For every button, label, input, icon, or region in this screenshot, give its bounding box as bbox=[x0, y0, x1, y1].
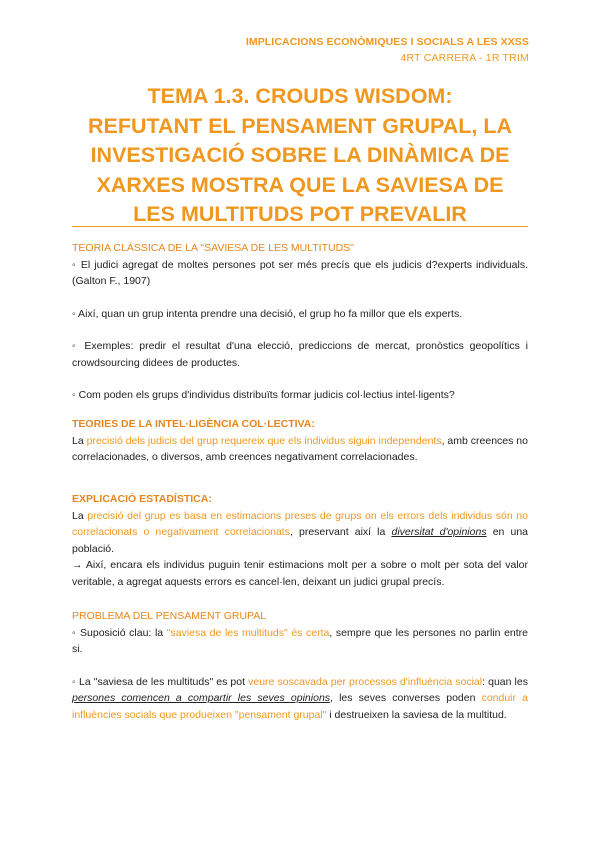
underlined-text: diversitat d'opinions bbox=[391, 526, 487, 538]
highlighted-text: veure soscavada per processos d'influència social bbox=[248, 675, 483, 688]
highlighted-text: conduir a influències socials que produeixen "pensament grupal" bbox=[72, 692, 528, 721]
text-run: en una població. bbox=[72, 526, 529, 555]
text-run: : quan les bbox=[482, 675, 528, 688]
page-title bbox=[72, 82, 528, 230]
title-divider bbox=[72, 226, 528, 227]
text-run: , les seves converses poden bbox=[330, 692, 482, 704]
title-line: REFUTANT EL PENSAMENT GRUPAL, LA bbox=[87, 113, 513, 138]
underlined-text: persones comencen a compartir les seves opinions bbox=[72, 692, 331, 704]
section-heading: TEORIA CLÀSSICA DE LA "SAVIESA DE LES MULTITUDS" bbox=[72, 242, 354, 254]
highlighted-text: precisió del grup es basa en estimacions preses de grups on els errors dels individus són no correlacionats o negativament correlacionats bbox=[72, 509, 528, 538]
section-collective-intelligence bbox=[72, 416, 528, 466]
section-heading: PROBLEMA DEL PENSAMENT GRUPAL bbox=[72, 610, 267, 622]
paragraph bbox=[72, 625, 528, 658]
section-groupthink-problem bbox=[72, 608, 528, 723]
paragraph: ◦ Com poden els grups d'individus distribuïts formar judicis col·lectius intel·ligents? bbox=[72, 389, 455, 401]
course-header: IMPLICACIONS ECONÒMIQUES I SOCIALS A LES XXSS bbox=[245, 36, 529, 48]
highlighted-text: "saviesa de les multituds" és certa bbox=[166, 626, 330, 639]
paragraph bbox=[72, 508, 528, 558]
section-statistical-explanation bbox=[72, 491, 528, 590]
highlighted-text: precisió dels judicis del grup requereix que els individus siguin independents bbox=[86, 434, 442, 447]
text-run: , sempre que les persones no parlin entre si. bbox=[72, 626, 529, 655]
text-run: La bbox=[72, 509, 88, 522]
section-heading: TEORIES DE LA INTEL·LIGÈNCIA COL·LECTIVA: bbox=[72, 418, 315, 430]
text-run: ◦ La "saviesa de les multituds" es pot bbox=[72, 675, 249, 688]
text-run: , preservant així la bbox=[289, 526, 392, 538]
course-subheader: 4RT CARRERA - 1R TRIM bbox=[400, 52, 529, 64]
title-line: TEMA 1.3. CROUDS WISDOM: bbox=[147, 84, 453, 108]
text-run: i destrueixen la saviesa de la multitud. bbox=[326, 708, 507, 721]
paragraph: ◦ El judici agregat de moltes persones pot ser més precís que els judicis d?experts individuals. (Galton F., 1907) bbox=[72, 258, 528, 287]
title-line: INVESTIGACIÓ SOBRE LA DINÀMICA DE bbox=[90, 143, 510, 167]
text-run: , amb creences no correlacionades, o diversos, amb creences negativament correlacionades. bbox=[72, 434, 528, 463]
text-run: ◦ Suposició clau: la bbox=[72, 626, 167, 639]
paragraph bbox=[72, 674, 528, 724]
section-heading: EXPLICACIÓ ESTADÍSTICA: bbox=[72, 493, 212, 505]
section-classic-theory bbox=[72, 240, 528, 404]
title-line: XARXES MOSTRA QUE LA SAVIESA DE bbox=[96, 172, 504, 197]
paragraph bbox=[72, 433, 528, 466]
paragraph: ◦ Així, quan un grup intenta prendre una decisió, el grup ho fa millor que els experts. bbox=[72, 307, 463, 320]
paragraph: → Així, encara els individus puguin tenir estimacions molt per a sobre o molt per sota del valor veritable, a agregat aquests errors es cancel·len, deixant un judici grupal precís. bbox=[72, 559, 528, 588]
text-run: La bbox=[72, 434, 87, 447]
paragraph: ◦ Exemples: predir el resultat d'una elecció, prediccions de mercat, pronòstics geopolítics i crowdsourcing didees de productes. bbox=[72, 340, 528, 369]
title-line: LES MULTITUDS POT PREVALIR bbox=[133, 202, 467, 226]
